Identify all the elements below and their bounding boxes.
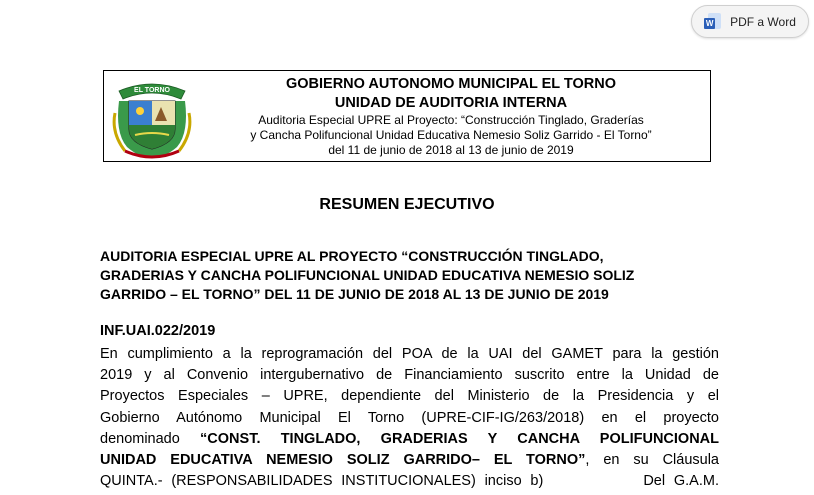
document-header: [103, 70, 711, 162]
logo-text: EL TORNO: [134, 87, 170, 94]
body-text: Del: [643, 473, 666, 490]
audit-heading-line: GRADERIAS Y CANCHA POLIFUNCIONAL UNIDAD EDUCATIVA NEMESIO SOLIZ: [100, 267, 635, 283]
project-name-bold: “CONST. TINGLADO, GRADERIAS Y CANCHA POLIFUNCIONAL: [200, 430, 720, 447]
pdf-to-word-button[interactable]: [691, 5, 809, 38]
pdf-to-word-label: PDF a Word: [730, 14, 796, 29]
word-icon: [704, 13, 722, 31]
body-paragraph: [100, 344, 719, 492]
audit-heading-line: GARRIDO – EL TORNO” DEL 11 DE JUNIO DE 2018 AL 13 DE JUNIO DE 2019: [100, 286, 609, 302]
word-icon-letter: W: [705, 18, 714, 28]
body-line: [100, 450, 719, 471]
project-name-bold: UNIDAD EDUCATIVA NEMESIO SOLIZ GARRIDO– EL TORNO”: [100, 452, 586, 469]
header-subtitle-line-3: del 11 de junio de 2018 al 13 de junio de 2019: [328, 143, 574, 157]
body-text: , en su Cláusula: [585, 452, 719, 469]
body-line: Gobierno Autónomo Municipal El Torno (UPRE-CIF-IG/263/2018) en el proyecto: [100, 409, 719, 426]
unit-name: UNIDAD DE AUDITORIA INTERNA: [334, 95, 568, 111]
document-title: RESUMEN EJECUTIVO: [319, 196, 495, 213]
body-text: QUINTA.- (RESPONSABILIDADES INSTITUCIONALES) inciso b): [100, 473, 544, 490]
body-line: 2019 y al Convenio intergubernativo de Financiamiento suscrito entre la Unidad de: [100, 367, 719, 384]
body-line: [100, 429, 719, 450]
body-text: denominado: [100, 430, 201, 447]
audit-heading-line: AUDITORIA ESPECIAL UPRE AL PROYECTO “CONSTRUCCIÓN TINGLADO,: [100, 248, 604, 264]
header-subtitle-line-1: Auditoria Especial UPRE al Proyecto: “Construcción Tinglado, Graderías: [258, 113, 644, 127]
municipal-seal-logo-icon: [111, 73, 193, 159]
report-code: INF.UAI.022/2019: [100, 323, 216, 339]
institution-name: GOBIERNO AUTONOMO MUNICIPAL EL TORNO: [285, 76, 617, 92]
body-line: En cumplimiento a la reprogramación del POA de la UAI del GAMET para la gestión: [100, 346, 719, 362]
body-text: G.A.M.: [673, 473, 719, 490]
body-line: [100, 471, 719, 492]
body-line: Proyectos Especiales – UPRE, dependiente del Ministerio de la Presidencia y el: [100, 388, 719, 405]
header-subtitle-line-2: y Cancha Polifuncional Unidad Educativa Nemesio Soliz Garrido - El Torno”: [250, 128, 652, 142]
audit-heading: [100, 247, 720, 304]
